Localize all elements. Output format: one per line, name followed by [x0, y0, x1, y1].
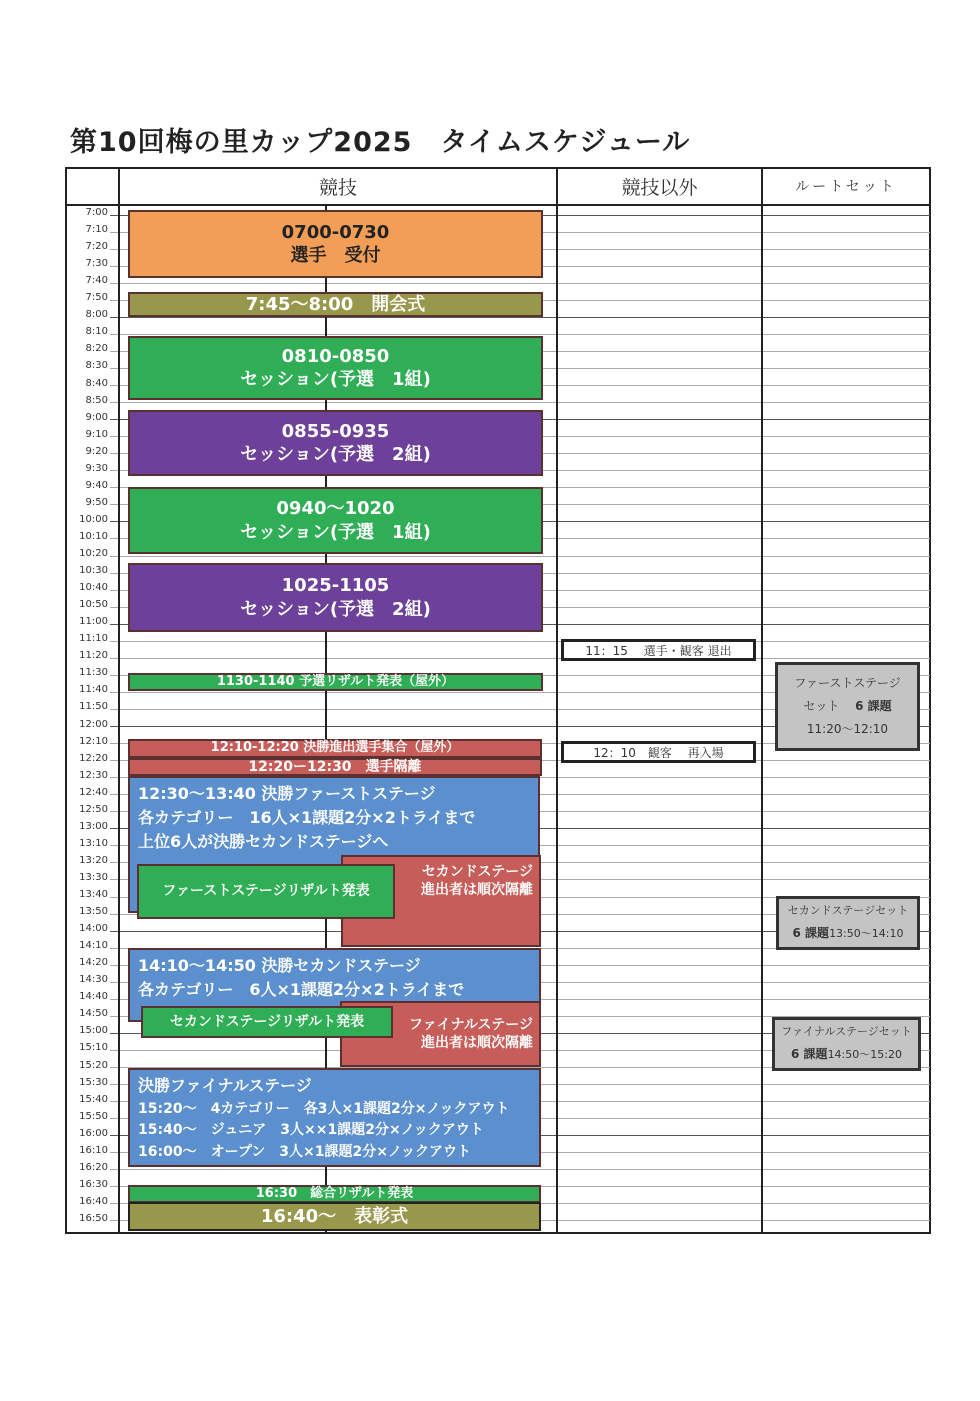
time-label: 12:40	[79, 786, 108, 798]
divider	[761, 168, 763, 1233]
time-label: 8:40	[85, 377, 108, 389]
time-label: 15:00	[79, 1025, 108, 1037]
block-time: 0810-0850	[281, 345, 390, 367]
time-label: 11:40	[79, 684, 108, 696]
time-label: 9:20	[85, 445, 108, 457]
time-label: 7:30	[85, 258, 108, 270]
time-label: 16:00	[79, 1127, 108, 1139]
time-label: 14:10	[79, 940, 108, 952]
block-assembly: 12:10-12:20 決勝進出選手集合（屋外）	[128, 739, 542, 758]
time-label: 10:40	[79, 582, 108, 594]
route-set-count: 6 課題	[855, 699, 892, 714]
block-line: 上位6人が決勝セカンドステージへ	[138, 832, 389, 851]
block-qual-2a	[128, 410, 543, 476]
time-label: 8:50	[85, 394, 108, 406]
time-label: 12:00	[79, 718, 108, 730]
block-second-result: セカンドステージリザルト発表	[141, 1006, 393, 1038]
header-route-set: ルートセット	[762, 168, 930, 206]
time-label: 14:30	[79, 974, 108, 986]
route-set-label: ファイナルステージセット	[781, 1025, 912, 1039]
block-label: セッション(予選 2組)	[240, 444, 431, 465]
time-label: 12:20	[79, 752, 108, 764]
time-label: 11:00	[79, 616, 108, 628]
route-set-final	[772, 1017, 921, 1071]
time-label: 7:00	[85, 207, 108, 218]
event-reentry: 12：10 観客 再入場	[561, 741, 756, 763]
time-header	[67, 168, 119, 206]
time-label: 12:30	[79, 769, 108, 781]
block-line: 16:00〜 オープン 3人×1課題2分×ノックアウト	[138, 1144, 472, 1161]
block-line: 進出者は順次隔離	[421, 882, 533, 899]
route-set-time: 13:50〜14:10	[829, 927, 904, 940]
grid-line	[110, 658, 930, 659]
time-label: 7:40	[85, 275, 108, 287]
time-label: 9:50	[85, 496, 108, 508]
time-label: 13:50	[79, 906, 108, 918]
time-label: 7:10	[85, 224, 108, 236]
route-set-first	[775, 662, 920, 751]
block-qual-2b	[128, 563, 543, 632]
time-label: 10:00	[79, 513, 108, 525]
time-label: 13:20	[79, 854, 108, 866]
block-line: 各カテゴリー 16人×1課題2分×2トライまで	[138, 808, 476, 827]
block-label: 選手 受付	[290, 245, 381, 266]
time-label: 15:50	[79, 1110, 108, 1122]
time-label: 8:30	[85, 360, 108, 372]
time-label: 13:00	[79, 820, 108, 832]
route-set-label: セット	[803, 699, 852, 714]
time-label: 13:30	[79, 871, 108, 883]
block-label: セッション(予選 1組)	[240, 369, 431, 390]
block-line: セカンドステージ	[421, 864, 533, 880]
block-line: 14:10〜14:50 決勝セカンドステージ	[138, 956, 421, 975]
time-label: 15:10	[79, 1042, 108, 1054]
block-line: 15:40〜 ジュニア 3人××1課題2分×ノックアウト	[138, 1122, 484, 1139]
grid-line	[110, 402, 930, 403]
block-line: ファイナルステージ	[408, 1016, 533, 1033]
time-label: 7:20	[85, 241, 108, 253]
block-isolation: 12:20ー12:30 選手隔離	[128, 758, 542, 776]
grid-line	[110, 283, 930, 284]
route-set-label: セカンドステージセット	[787, 904, 909, 918]
time-label: 8:20	[85, 343, 108, 355]
block-line: 15:20〜 4カテゴリー 各3人×1課題2分×ノックアウト	[138, 1100, 510, 1117]
block-qual-1b	[128, 487, 543, 554]
time-label: 13:10	[79, 837, 108, 849]
time-label: 8:10	[85, 326, 108, 338]
grid-line	[110, 334, 930, 335]
grid-line	[110, 556, 930, 557]
block-award: 16:40〜 表彰式	[128, 1202, 541, 1231]
time-label: 13:40	[79, 889, 108, 900]
time-label: 11:50	[79, 701, 108, 713]
block-time: 0855-0935	[281, 420, 390, 442]
time-label: 9:10	[85, 428, 108, 440]
block-opening: 7:45〜8:00 開会式	[128, 292, 543, 317]
block-overall-result: 16:30 総合リザルト発表	[128, 1185, 541, 1203]
time-label: 10:20	[79, 548, 108, 559]
event-exit: 11：15 選手・観客 退出	[561, 639, 756, 661]
route-set-label: ファーストステージ	[794, 676, 901, 691]
time-label: 14:40	[79, 991, 108, 1003]
block-qual-result: 1130-1140 予選リザルト発表（屋外）	[128, 673, 543, 691]
time-label: 14:00	[79, 923, 108, 935]
time-label: 16:20	[79, 1161, 108, 1173]
time-label: 12:50	[79, 803, 108, 815]
block-first-result: ファーストステージリザルト発表	[137, 864, 395, 919]
route-set-time: 14:50〜15:20	[827, 1048, 902, 1061]
block-line: 各カテゴリー 6人×1課題2分×2トライまで	[138, 980, 465, 999]
block-final-stage	[128, 1068, 541, 1167]
time-label: 15:40	[79, 1093, 108, 1105]
time-label: 10:50	[79, 599, 108, 611]
header-other: 競技以外	[557, 168, 762, 206]
time-label: 8:00	[85, 309, 108, 321]
block-line: 進出者は順次隔離	[421, 1035, 533, 1051]
time-label: 16:50	[79, 1212, 108, 1224]
grid-line	[110, 641, 930, 642]
divider	[556, 168, 558, 1233]
block-label: セッション(予選 2組)	[240, 598, 431, 620]
time-label: 9:30	[85, 462, 108, 474]
time-label: 12:10	[79, 735, 108, 747]
block-line: 12:30〜13:40 決勝ファーストステージ	[138, 784, 436, 803]
block-qual-1a	[128, 336, 543, 400]
time-label: 10:10	[79, 530, 108, 542]
header-competition: 競技	[119, 168, 557, 206]
route-set-count: 6 課題	[792, 926, 830, 940]
time-label: 16:10	[79, 1144, 108, 1156]
time-label: 15:20	[79, 1059, 108, 1071]
time-label: 14:50	[79, 1008, 108, 1020]
time-label: 11:10	[79, 633, 108, 645]
time-label: 14:20	[79, 957, 108, 969]
time-label: 11:20	[79, 650, 108, 662]
time-label: 10:30	[79, 565, 108, 577]
block-time: 1025-1105	[281, 575, 390, 597]
block-time: 0940〜1020	[276, 498, 395, 520]
divider	[118, 168, 120, 1233]
time-label: 7:50	[85, 292, 108, 304]
route-set-time: 11:20〜12:10	[806, 721, 889, 736]
grid-line	[110, 1169, 930, 1170]
block-time: 0700-0730	[281, 221, 390, 243]
time-label: 9:00	[85, 411, 108, 423]
block-label: セッション(予選 1組)	[240, 521, 431, 543]
block-reception	[128, 210, 543, 278]
page-title: 第10回梅の里カップ2025 タイムスケジュール	[70, 127, 691, 158]
time-label: 15:30	[79, 1076, 108, 1088]
time-label: 16:40	[79, 1195, 108, 1207]
route-set-count: 6 課題	[791, 1047, 828, 1061]
time-label: 16:30	[79, 1178, 108, 1190]
time-label: 11:30	[79, 667, 108, 679]
block-line: 決勝ファイナルステージ	[138, 1076, 312, 1095]
route-set-second	[776, 896, 920, 950]
time-label: 9:40	[85, 479, 108, 491]
